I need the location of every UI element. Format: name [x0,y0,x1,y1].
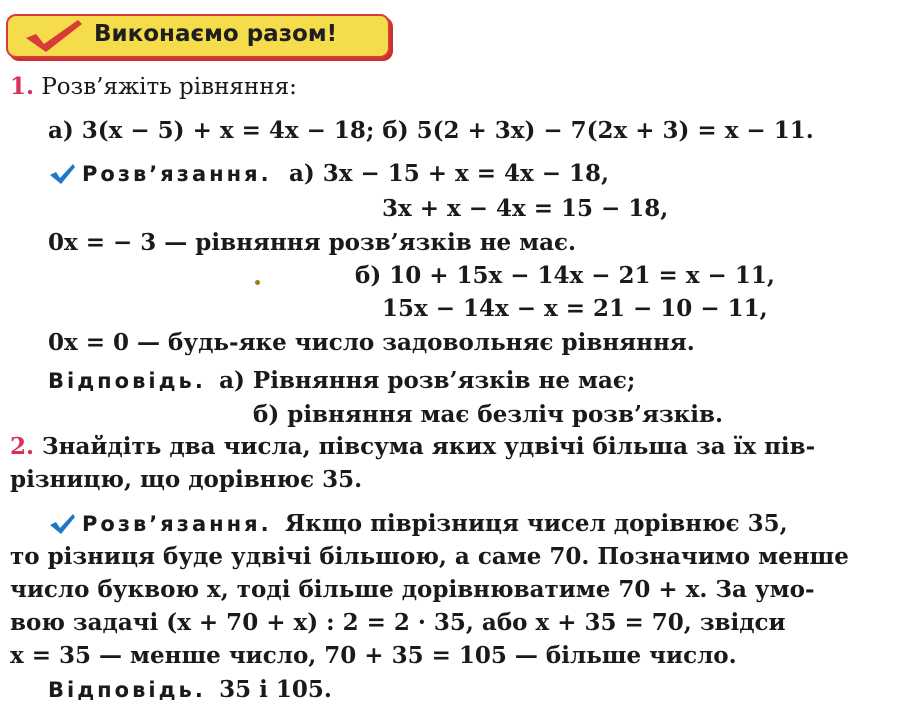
solution-2-line-1 [48,509,788,539]
problem-2-number: 2. [10,433,35,460]
solution-a-line-1: а) 3x − 15 + x = 4x − 18, [288,160,610,187]
solution-b-line-2: 15x − 14x − x = 21 − 10 − 11, [382,295,768,322]
answer-b: б) рівняння має безліч розв’язків. [253,401,723,428]
answer-2-value: 35 і 105. [219,676,332,703]
solution-2-text-5: x = 35 — менше число, 70 + 35 = 105 — більше число. [10,642,737,669]
solution-2-text-3: число буквою x, тоді більше дорівнюватиме 70 + x. За умо- [10,576,815,603]
solution-2-text-1: Якщо піврізниця чисел дорівнює 35, [284,510,788,537]
blue-check-icon [48,163,76,185]
solution-2-text-2: то різниця буде удвічі більшою, а саме 70. Позначимо менше [10,543,849,570]
answer-label: Відповідь. [48,369,206,393]
solution-b-result: 0x = 0 — будь-яке число задовольняє рівняння. [48,329,695,356]
problem-2-statement-line-1: Знайдіть два числа, півсума яких удвічі більша за їх пів- [42,433,816,460]
blue-check-icon [48,513,76,535]
answer-a: а) Рівняння розв’язків не має; [219,367,636,394]
answer-1-line-1 [48,366,635,396]
print-speck [255,280,260,285]
solution-b-line-1: б) 10 + 15x − 14x − 21 = x − 11, [355,262,775,289]
red-check-icon [22,18,86,58]
problem-2-heading [10,432,815,462]
problem-1-number: 1. [10,73,35,100]
problem-2-statement-line-2: різницю, що дорівнює 35. [10,466,363,493]
solution-label: Розв’язання. [82,512,272,536]
answer-label: Відповідь. [48,678,206,702]
problem-1-statement: Розв’яжіть рівняння: [41,74,297,100]
problem-1-parts: а) 3(x − 5) + x = 4x − 18; б) 5(2 + 3x) − 7(2x + 3) = x − 11. [48,117,814,144]
banner [6,14,390,58]
answer-2 [48,675,332,705]
solution-a-result: 0x = − 3 — рівняння розв’язків не має. [48,229,577,256]
problem-1-heading [10,72,297,102]
solution-label: Розв’язання. [82,162,272,186]
solution-a-line-2: 3x + x − 4x = 15 − 18, [382,195,669,222]
solution-1-line-1 [48,159,609,189]
banner-title: Виконаємо разом! [94,21,338,47]
solution-2-text-4: вою задачі (x + 70 + x) : 2 = 2 · 35, або x + 35 = 70, звідси [10,609,786,636]
